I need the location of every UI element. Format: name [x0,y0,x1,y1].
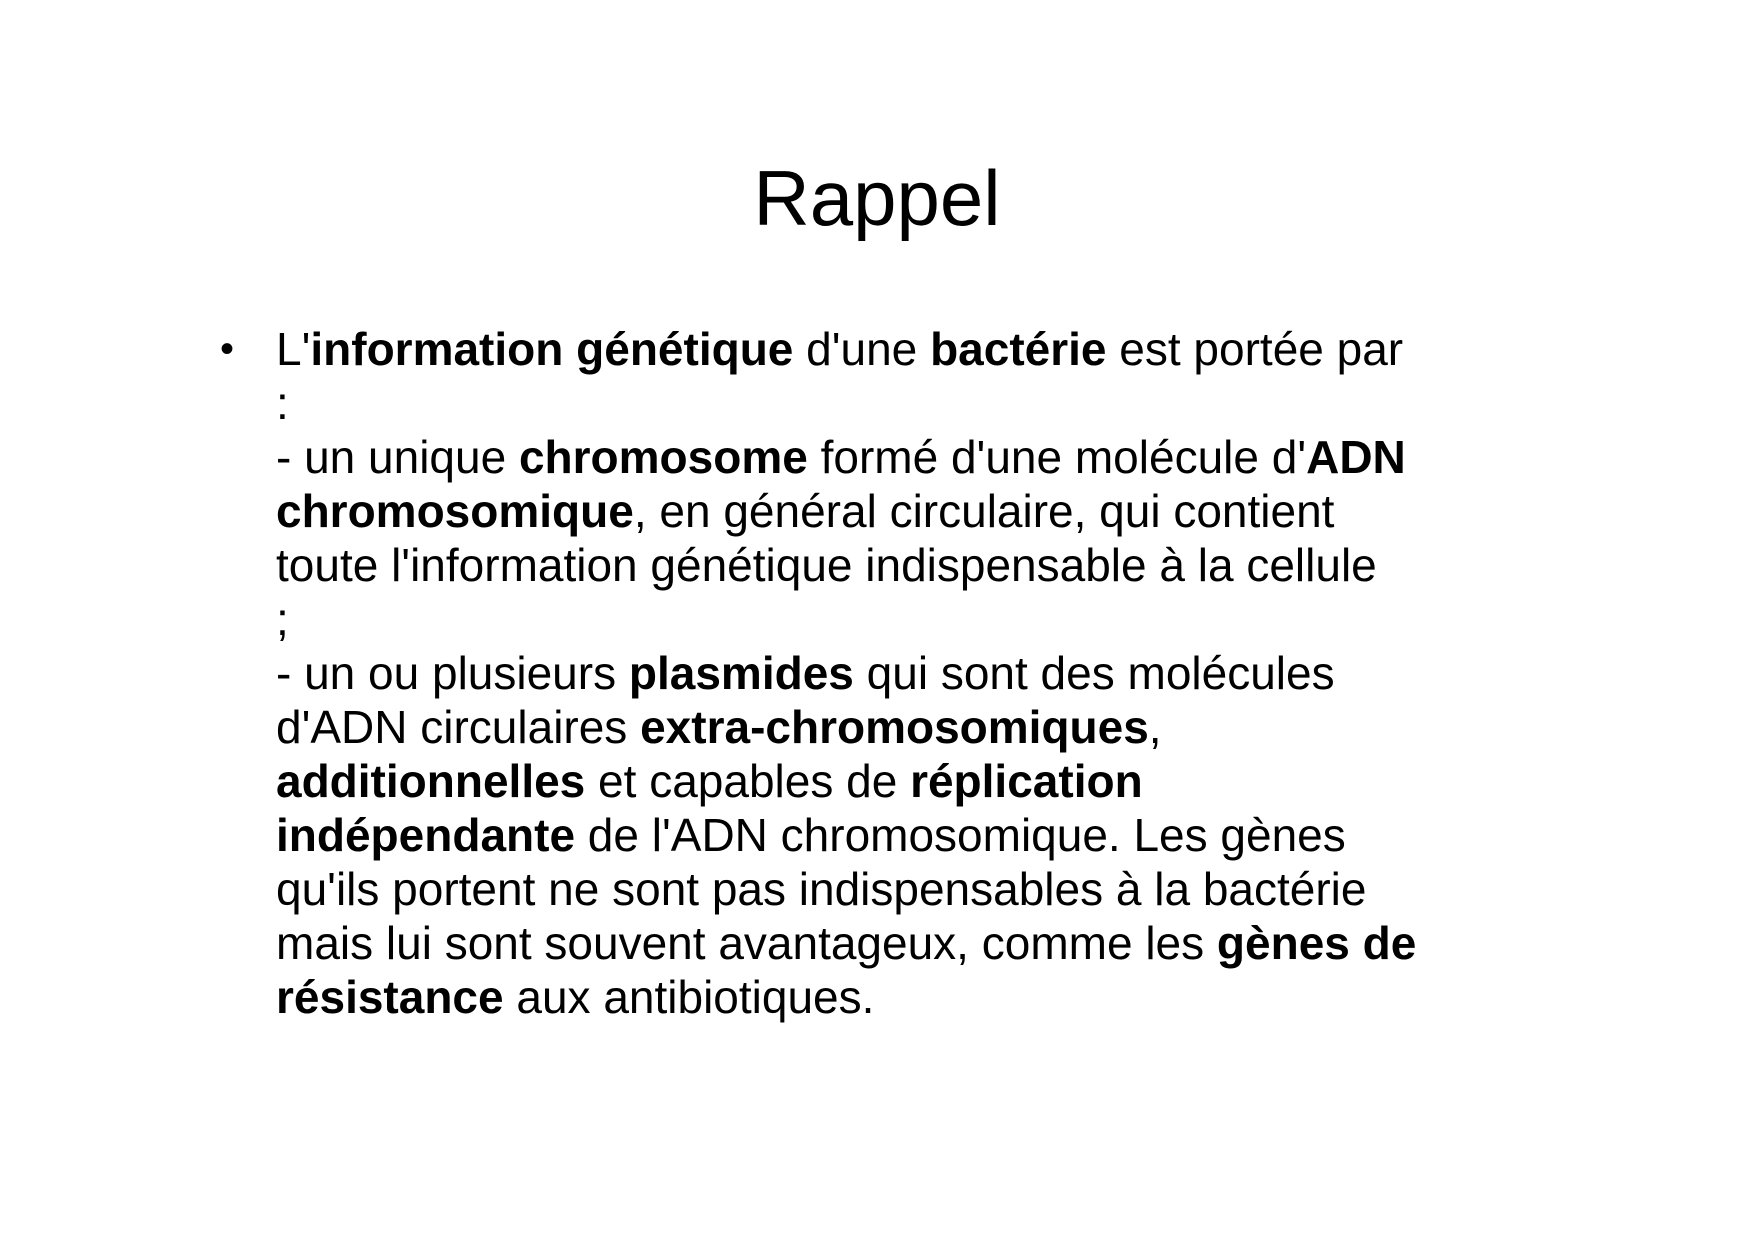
text-run: - un unique [276,431,519,483]
bold-term: résistance [276,971,504,1023]
bold-term: chromosomique [276,485,634,537]
slide-content [218,322,1548,1024]
bold-term: indépendante [276,809,576,861]
text-line [276,862,1548,916]
text-line [276,970,1548,1024]
slide-title: Rappel [753,154,1001,242]
text-run: formé d'une molécule d' [807,431,1307,483]
text-run: de l'ADN chromosomique. Les gènes [575,809,1346,861]
text-run: d'ADN circulaires [276,701,641,753]
bold-term: gènes de [1216,917,1417,969]
text-run: est portée par [1106,323,1404,375]
text-line [276,808,1548,862]
text-line [276,484,1548,538]
text-line [276,646,1548,700]
text-run: d'une [793,323,931,375]
text-run: , en général circulaire, qui contient [633,485,1335,537]
text-run: mais lui sont souvent avantageux, comme les [276,917,1217,969]
bold-term: information génétique [310,323,794,375]
text-run: et capables de [585,755,911,807]
text-run: L' [276,323,311,375]
text-run: qu'ils portent ne sont pas indispensables à la bactérie [276,863,1367,915]
bold-term: bactérie [930,323,1107,375]
text-line [276,376,1548,430]
bullet-item [218,322,1548,1024]
bullet-icon: • [220,327,235,371]
text-line [276,322,1548,376]
bold-term: ADN [1306,431,1406,483]
text-run: : [276,377,289,429]
text-line [276,916,1548,970]
text-line [276,754,1548,808]
bold-term: extra-chromosomiques [640,701,1149,753]
text-run: toute l'information génétique indispensable à la cellule [276,539,1377,591]
text-line [276,700,1548,754]
text-line [276,592,1548,646]
text-run: - un ou plusieurs [276,647,629,699]
text-line [276,538,1548,592]
bold-term: chromosome [518,431,808,483]
text-run: , [1148,701,1162,753]
bold-term: additionnelles [276,755,586,807]
text-line [276,430,1548,484]
bold-term: plasmides [628,647,854,699]
bold-term: réplication [910,755,1143,807]
text-run: aux antibiotiques. [503,971,875,1023]
text-run: ; [276,593,289,645]
text-run: qui sont des molécules [853,647,1335,699]
bullet-text [276,322,1548,1024]
